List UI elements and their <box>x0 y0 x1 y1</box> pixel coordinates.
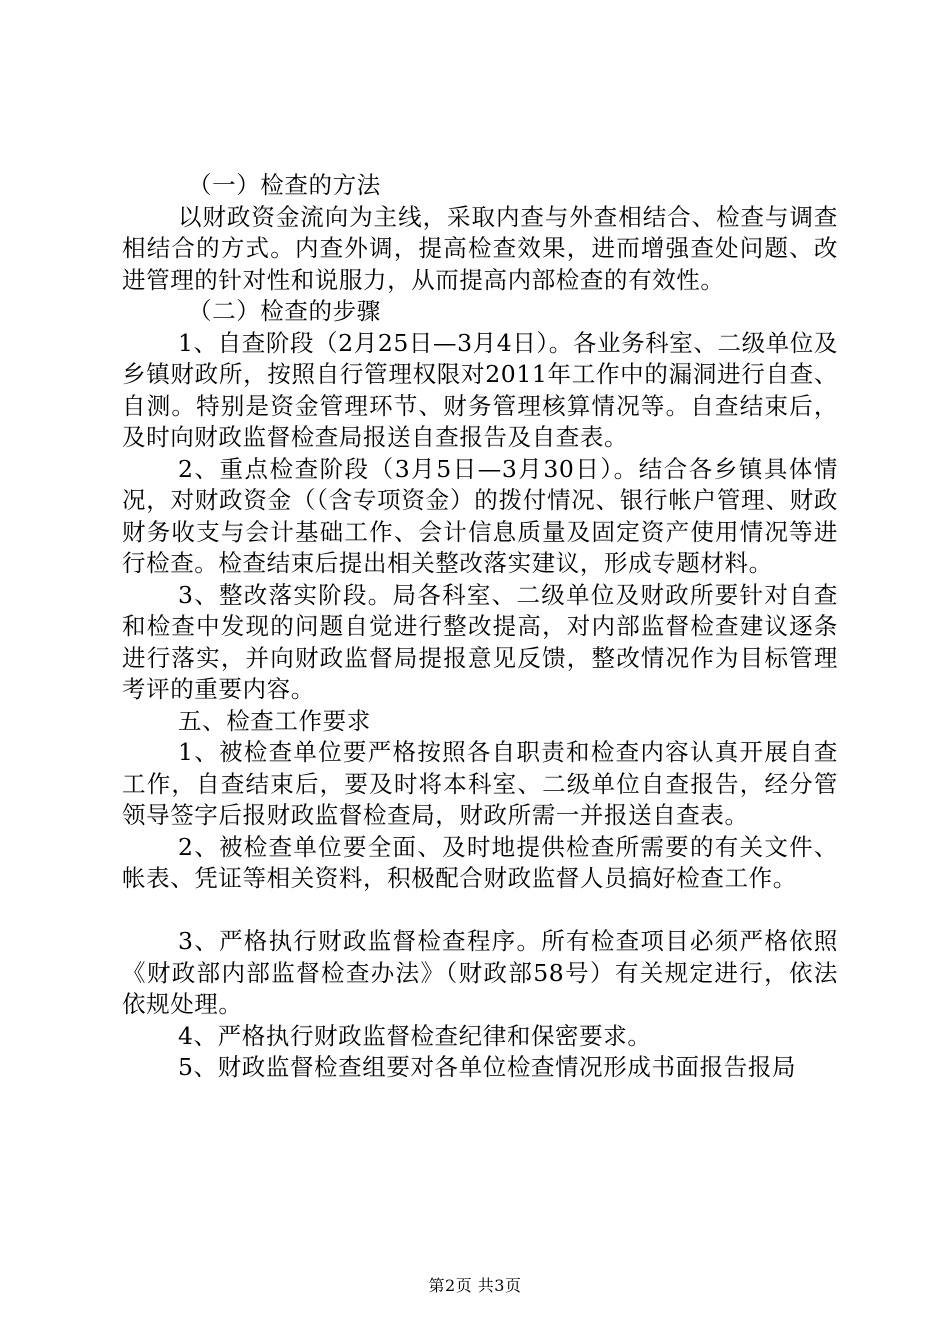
paragraph-gap <box>122 895 838 927</box>
document-body <box>122 170 838 1084</box>
requirement-3-paragraph: 3、严格执行财政监督检查程序。所有检查项目必须严格依照《财政部内部监督检查办法》（财政部58号）有关规定进行，依法依规处理。 <box>122 927 838 1018</box>
step-3-paragraph: 3、整改落实阶段。局各科室、二级单位及财政所要针对自查和检查中发现的问题自觉进行整改提高，对内部监督检查建议逐条进行落实，并向财政监督局提报意见反馈，整改情况作为目标管理考评的重要内容。 <box>122 580 838 703</box>
page-number-footer: 第2页 共3页 <box>428 1276 522 1295</box>
method-heading: （一）检查的方法 <box>188 171 381 199</box>
requirement-4-paragraph: 4、严格执行财政监督检查纪律和保密要求。 <box>178 1021 652 1050</box>
requirements-heading: 五、检查工作要求 <box>178 706 371 735</box>
step-2-paragraph: 2、重点检查阶段（3月5日—3月30日）。结合各乡镇具体情况，对财政资金（（含专项资金）的拨付情况、银行帐户管理、财政财务收支与会计基础工作、会计信息质量及固定资产使用情况等进行检查。检查结束后提出相关整改落实建议，形成专题材料。 <box>122 454 838 577</box>
requirement-5-paragraph: 5、财政监督检查组要对各单位检查情况形成书面报告报局 <box>178 1053 797 1081</box>
requirement-2-paragraph: 2、被检查单位要全面、及时地提供检查所需要的有关文件、帐表、凭证等相关资料，积极配合财政监督人员搞好检查工作。 <box>122 832 838 892</box>
step-1-paragraph: 1、自查阶段（2月25日—3月4日）。各业务科室、二级单位及乡镇财政所，按照自行管理权限对2011年工作中的漏洞进行自查、自测。特别是资金管理环节、财务管理核算情况等。自查结束后，及时向财政监督检查局报送自查报告及自查表。 <box>122 328 838 451</box>
method-paragraph: 以财政资金流向为主线，采取内查与外查相结合、检查与调查相结合的方式。内查外调，提高检查效果，进而增强查处问题、改进管理的针对性和说服力，从而提高内部检查的有效性。 <box>122 202 838 294</box>
requirement-1-paragraph: 1、被检查单位要严格按照各自职责和检查内容认真开展自查工作，自查结束后，要及时将本科室、二级单位自查报告，经分管领导签字后报财政监督检查局，财政所需一并报送自查表。 <box>122 738 838 829</box>
steps-heading: （二）检查的步骤 <box>188 297 381 325</box>
